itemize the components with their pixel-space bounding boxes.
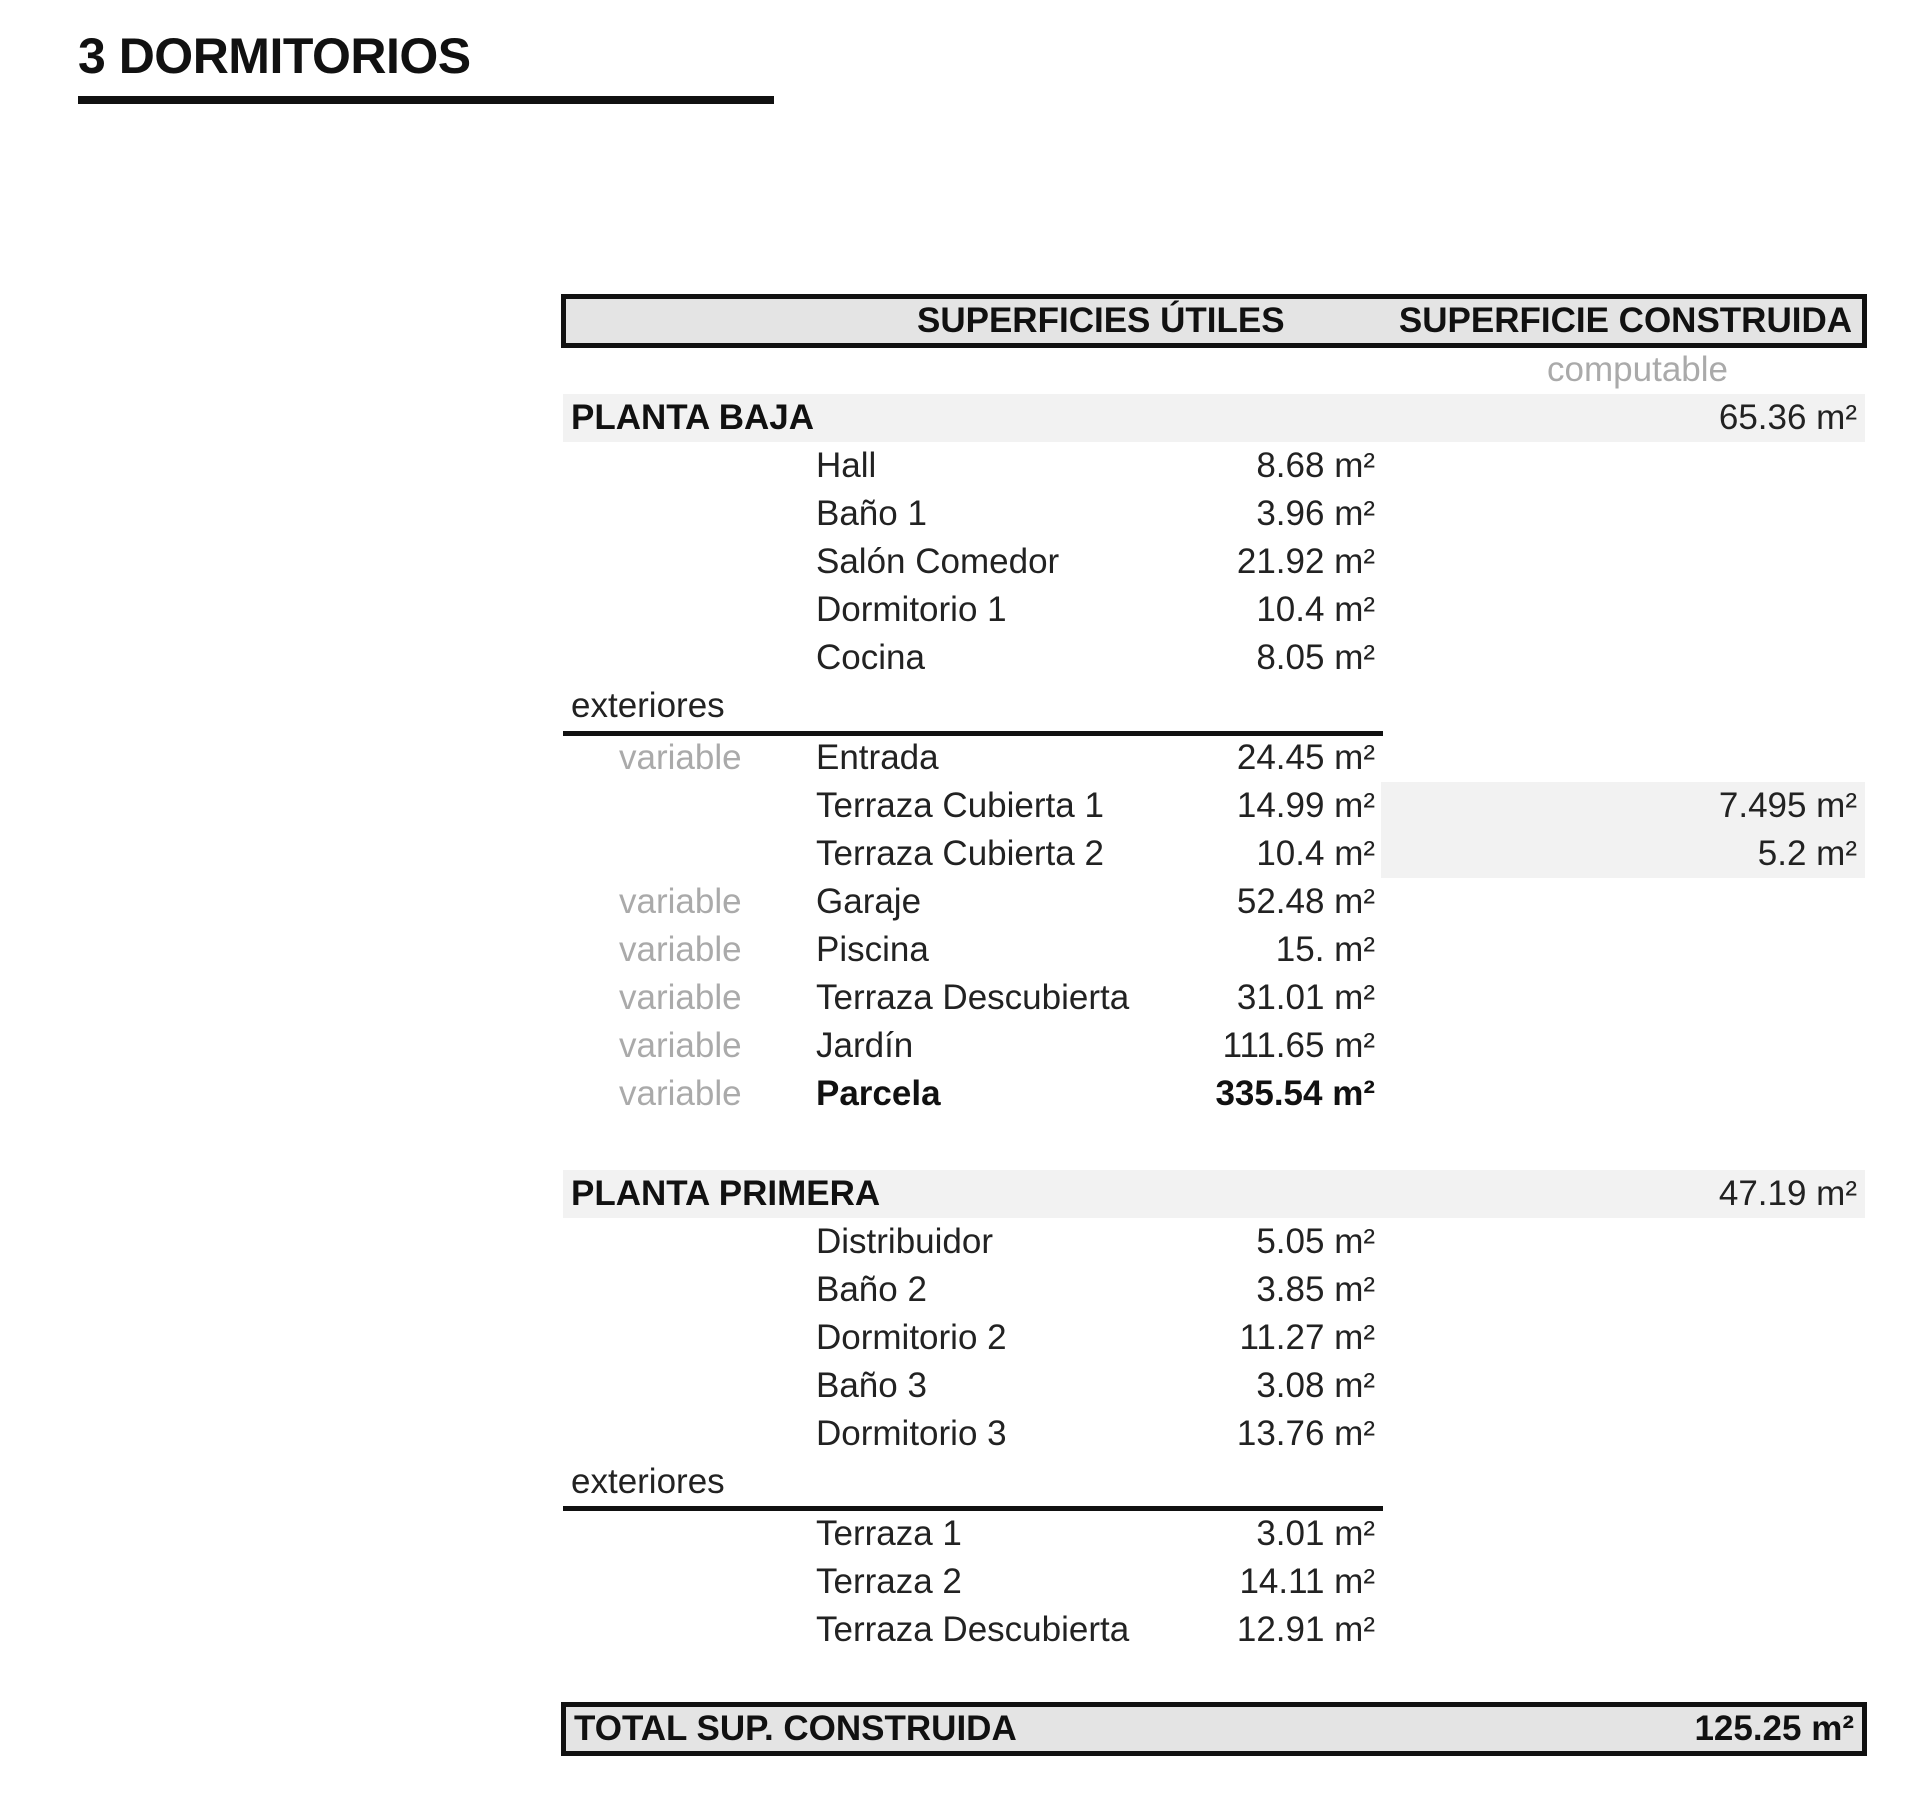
exteriores-label-row — [561, 682, 1867, 730]
room-name: Baño 2 — [816, 1270, 927, 1309]
room-name: Dormitorio 2 — [816, 1318, 1007, 1357]
table-row — [561, 634, 1867, 682]
room-name: Jardín — [816, 1026, 914, 1065]
table-row — [561, 538, 1867, 586]
room-name: Terraza Cubierta 1 — [816, 786, 1104, 825]
room-name: Salón Comedor — [816, 542, 1060, 581]
built-value: 5.2 m² — [1757, 834, 1857, 873]
room-name: Parcela — [816, 1074, 941, 1113]
total-row — [561, 1702, 1867, 1756]
title-underline — [78, 96, 774, 104]
variable-tag: variable — [619, 978, 742, 1017]
table-row — [561, 1558, 1867, 1606]
room-name: Cocina — [816, 638, 925, 677]
section-header-planta-primera — [561, 1170, 1867, 1218]
room-name: Baño 1 — [816, 494, 927, 533]
table-row — [561, 926, 1867, 974]
room-name: Terraza Descubierta — [816, 1610, 1130, 1649]
room-name: Dormitorio 1 — [816, 590, 1007, 629]
table-row — [561, 1218, 1867, 1266]
variable-tag: variable — [619, 882, 742, 921]
table-row — [561, 734, 1867, 782]
section-label: PLANTA PRIMERA — [571, 1174, 881, 1213]
table-row — [561, 878, 1867, 926]
table-row — [561, 1410, 1867, 1458]
variable-tag: variable — [619, 1026, 742, 1065]
total-label: TOTAL SUP. CONSTRUIDA — [574, 1709, 1017, 1748]
exteriores-label: exteriores — [571, 686, 725, 725]
page-title: 3 DORMITORIOS — [78, 28, 471, 84]
room-value: 5.05 m² — [1256, 1222, 1375, 1261]
section-built-value: 65.36 m² — [1718, 398, 1857, 437]
room-name: Terraza Descubierta — [816, 978, 1130, 1017]
exteriores-label-row — [561, 1458, 1867, 1506]
room-name: Terraza Cubierta 2 — [816, 834, 1104, 873]
room-value: 12.91 m² — [1236, 1610, 1375, 1649]
variable-tag: variable — [619, 1074, 742, 1113]
room-value: 335.54 m² — [1215, 1074, 1375, 1113]
table-row-parcela — [561, 1070, 1867, 1118]
room-value: 11.27 m² — [1239, 1318, 1375, 1357]
room-name: Terraza 1 — [816, 1514, 962, 1553]
room-value: 111.65 m² — [1222, 1026, 1375, 1065]
variable-tag: variable — [619, 738, 742, 777]
table-row — [561, 974, 1867, 1022]
room-value: 14.99 m² — [1236, 786, 1375, 825]
table-row — [561, 1510, 1867, 1558]
table-row — [561, 1606, 1867, 1654]
table-row — [561, 1266, 1867, 1314]
room-name: Dormitorio 3 — [816, 1414, 1007, 1453]
room-value: 10.4 m² — [1256, 834, 1375, 873]
room-value: 3.01 m² — [1256, 1514, 1375, 1553]
section-header-planta-baja — [561, 394, 1867, 442]
room-name: Entrada — [816, 738, 939, 777]
room-value: 52.48 m² — [1236, 882, 1375, 921]
section-built-value: 47.19 m² — [1718, 1174, 1857, 1213]
room-value: 14.11 m² — [1239, 1562, 1375, 1601]
header-useful-area: SUPERFICIES ÚTILES — [917, 301, 1285, 340]
built-value: 7.495 m² — [1718, 786, 1857, 825]
room-value: 24.45 m² — [1236, 738, 1375, 777]
room-value: 8.05 m² — [1256, 638, 1375, 677]
header-computable-note: computable — [1547, 350, 1728, 389]
room-name: Baño 3 — [816, 1366, 927, 1405]
table-row — [561, 1314, 1867, 1362]
variable-tag: variable — [619, 930, 742, 969]
room-name: Garaje — [816, 882, 922, 921]
room-value: 10.4 m² — [1256, 590, 1375, 629]
room-value: 3.08 m² — [1256, 1366, 1375, 1405]
table-row — [561, 586, 1867, 634]
room-value: 3.85 m² — [1256, 1270, 1375, 1309]
table-row — [561, 1362, 1867, 1410]
table-row — [561, 830, 1867, 878]
table-row — [561, 782, 1867, 830]
section-label: PLANTA BAJA — [571, 398, 815, 437]
table-header — [561, 294, 1867, 348]
room-name: Terraza 2 — [816, 1562, 962, 1601]
room-value: 8.68 m² — [1256, 446, 1375, 485]
exteriores-label: exteriores — [571, 1462, 725, 1501]
header-built-area: SUPERFICIE CONSTRUIDA — [1398, 301, 1852, 340]
room-name: Hall — [816, 446, 877, 485]
room-value: 3.96 m² — [1256, 494, 1375, 533]
table-row — [561, 490, 1867, 538]
room-value: 21.92 m² — [1236, 542, 1375, 581]
room-name: Distribuidor — [816, 1222, 993, 1261]
room-value: 31.01 m² — [1236, 978, 1375, 1017]
table-row — [561, 442, 1867, 490]
room-value: 13.76 m² — [1236, 1414, 1375, 1453]
table-row — [561, 1022, 1867, 1070]
room-value: 15. m² — [1275, 930, 1375, 969]
room-name: Piscina — [816, 930, 929, 969]
total-value: 125.25 m² — [1694, 1709, 1854, 1748]
